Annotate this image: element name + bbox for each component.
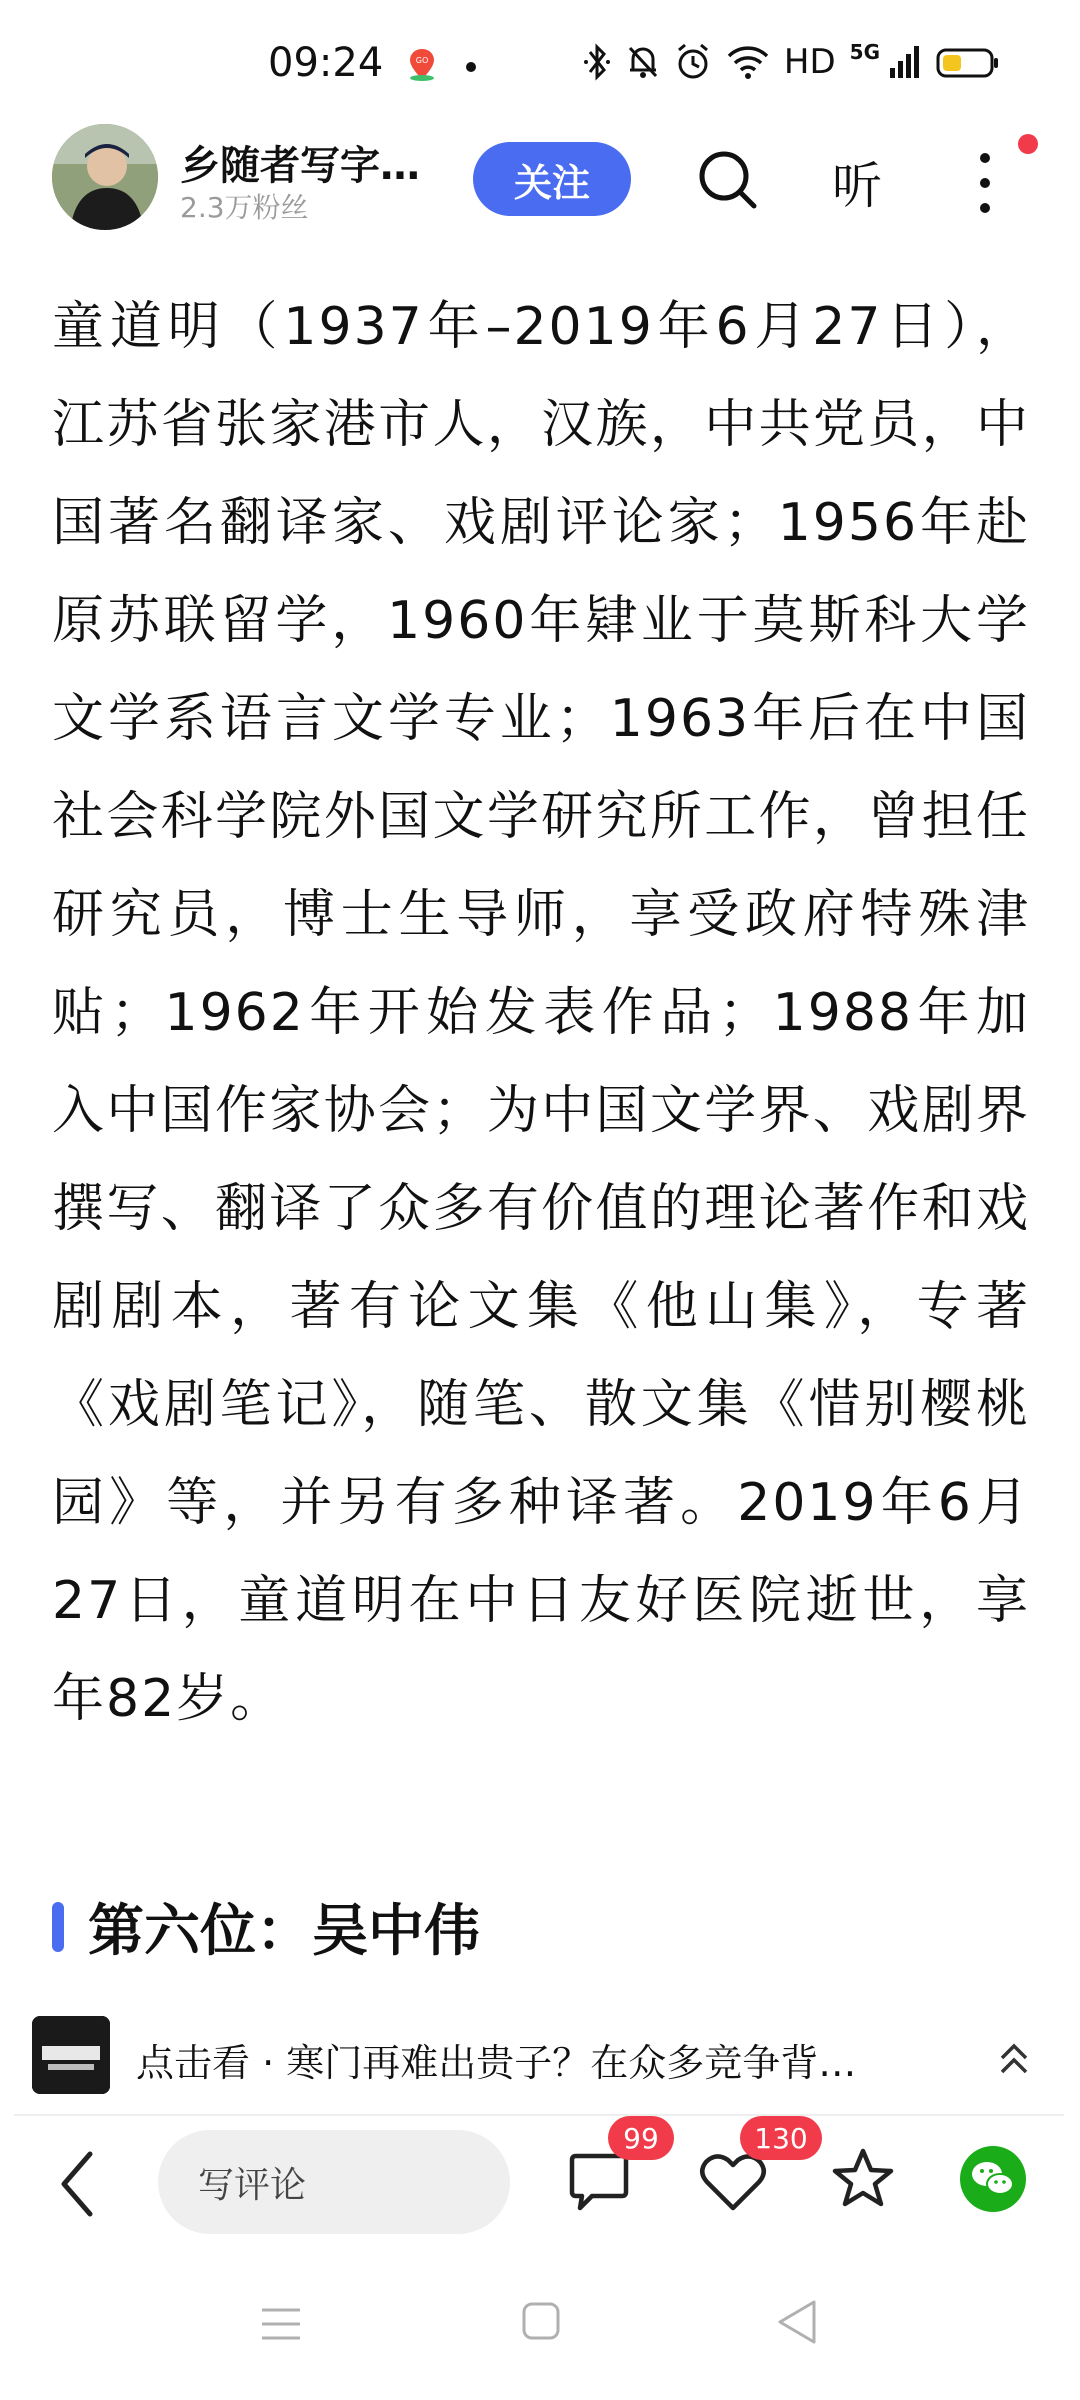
svg-text:GO: GO [415, 56, 429, 65]
recommendation-bar[interactable] [0, 2002, 1080, 2112]
recent-apps-icon[interactable] [258, 2302, 304, 2346]
notification-dot [466, 62, 476, 72]
mute-icon [626, 42, 660, 82]
status-time: 09:24 [268, 40, 384, 86]
recommendation-thumbnail [32, 2016, 110, 2094]
status-bar [0, 0, 1080, 120]
app-notification-icon [404, 46, 440, 82]
home-icon[interactable] [520, 2300, 562, 2342]
signal-icon [888, 42, 922, 82]
notification-dot [1018, 134, 1038, 154]
bluetooth-icon [582, 42, 612, 82]
recommendation-text[interactable]: 点击看 · 寒门再难出贵子？在众多竞争背… [136, 2041, 857, 2085]
section-accent-bar [52, 1902, 64, 1952]
author-followers: 2.3万粉丝 [180, 191, 309, 224]
bottom-action-bar [0, 2116, 1080, 2256]
status-icons [582, 40, 1000, 84]
author-name[interactable]: 乡随者写字… [180, 143, 420, 189]
listen-button[interactable]: 听 [832, 157, 882, 215]
signal-label: 5G [849, 40, 880, 64]
network-label: HD [783, 42, 836, 82]
avatar-image [52, 124, 158, 230]
wechat-share-icon[interactable] [960, 2146, 1026, 2212]
like-count-badge: 130 [740, 2116, 822, 2160]
system-back-icon[interactable] [774, 2298, 818, 2346]
comment-input[interactable]: 写评论 [158, 2130, 510, 2234]
battery-icon [936, 42, 1000, 82]
section-heading [52, 1892, 480, 1962]
chevron-up-icon[interactable] [996, 2038, 1032, 2078]
article-body: 童道明（1937年–2019年6月27日），江苏省张家港市人，汉族，中共党员，中国著名翻译家、戏剧评论家；1956年赴原苏联留学，1960年肄业于莫斯科大学文学系语言文学专业；1963年后在中国社会科学院外国文学研究所工作，曾担任研究员，博士生导师，享受政府特殊津贴；1962年开始发表作品；1988年加入中国作家协会；为中国文学界、戏剧界撰写、翻译了众多有价值的理论著作和戏剧剧本，著有论文集《他山集》，专著《戏剧笔记》，随笔、散文集《惜别樱桃园》等，并另有多种译著。2019年6月27日，童道明在中日友好医院逝世，享年82岁。 [52, 297, 1030, 1729]
alarm-icon [674, 42, 712, 82]
article-header [0, 120, 1080, 236]
follow-button[interactable]: 关注 [473, 142, 631, 216]
back-arrow-icon[interactable] [52, 2146, 104, 2222]
avatar[interactable] [52, 124, 158, 230]
section-heading-text: 第六位：吴中伟 [88, 1899, 480, 1964]
star-icon[interactable] [830, 2146, 896, 2212]
system-navigation-bar [0, 2256, 1080, 2400]
search-icon[interactable] [696, 148, 760, 212]
comments-icon[interactable] [566, 2152, 632, 2212]
heart-icon[interactable] [698, 2152, 768, 2214]
more-options-icon[interactable] [970, 150, 1000, 216]
wifi-icon [726, 42, 770, 82]
comment-count-badge: 99 [608, 2116, 674, 2160]
